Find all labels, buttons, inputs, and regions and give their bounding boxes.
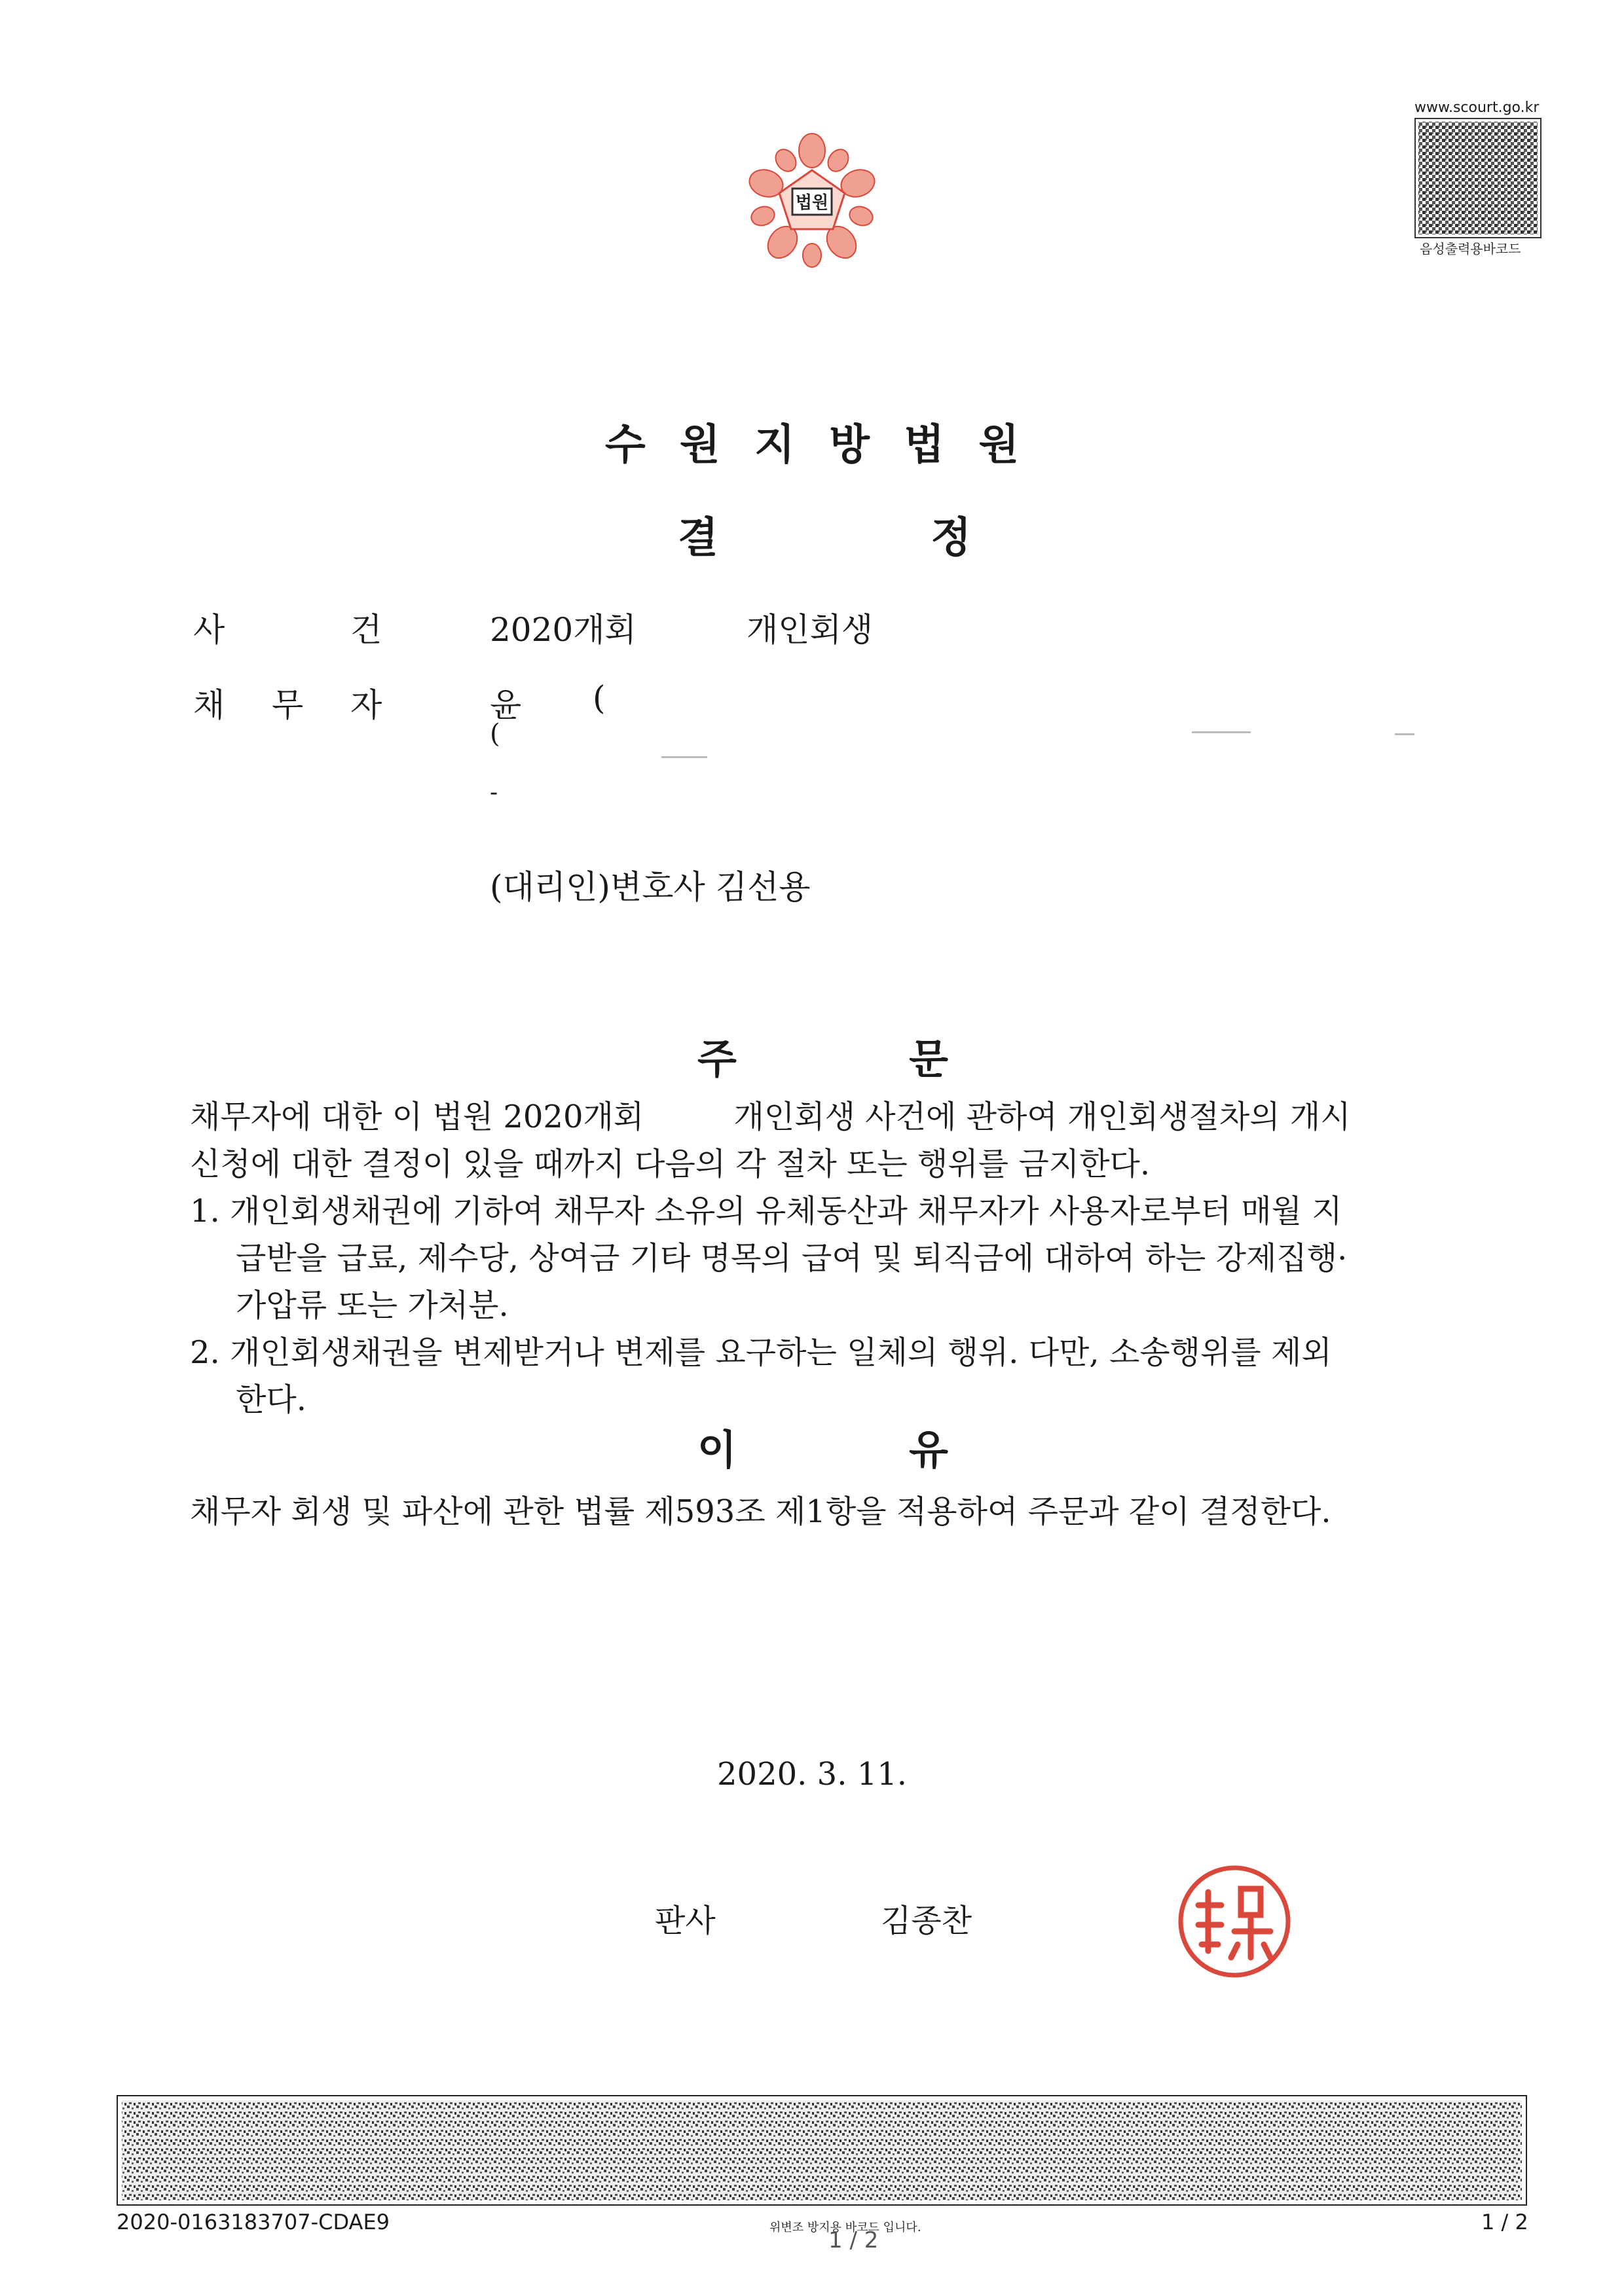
redaction-mark bbox=[1395, 733, 1414, 735]
court-name-title: 수 원 지 방 법 원 bbox=[604, 420, 1020, 469]
order-item-1: 1. 개인회생채권에 기하여 채무자 소유의 유체동산과 채무자가 사용자로부터 매월 지 bbox=[190, 1193, 1342, 1230]
decision-date: 2020. 3. 11. bbox=[717, 1756, 908, 1793]
debtor-address-mark: ( bbox=[490, 719, 500, 749]
case-type: 개인회생 bbox=[747, 611, 874, 649]
order-line: 신청에 대한 결정이 있을 때까지 다음의 각 절차 또는 행위를 금지한다. bbox=[190, 1146, 1151, 1182]
voice-output-barcode bbox=[1414, 118, 1541, 238]
order-line: 급받을 급료, 제수당, 상여금 기타 명목의 급여 및 퇴직금에 대하여 하는 강제집행· bbox=[236, 1240, 1348, 1277]
debtor-dash: - bbox=[490, 779, 498, 806]
document-id: 2020-0163183707-CDAE9 bbox=[117, 2210, 390, 2234]
redaction-mark bbox=[661, 756, 707, 758]
order-line: 한다. bbox=[236, 1381, 306, 1418]
debtor-label-1: 채 bbox=[193, 686, 225, 724]
order-heading bbox=[697, 1027, 948, 1085]
doc-type-right: 정 bbox=[931, 513, 972, 562]
case-label-1: 사 bbox=[193, 611, 225, 649]
debtor-label-2: 무 bbox=[272, 686, 304, 724]
emblem-text: 법원 bbox=[795, 193, 829, 213]
reason-heading bbox=[697, 1417, 948, 1476]
order-item-2: 2. 개인회생채권을 변제받거나 변제를 요구하는 일체의 행위. 다만, 소송행위를 제외 bbox=[190, 1334, 1332, 1371]
debtor-label-3: 자 bbox=[350, 686, 382, 724]
qr-caption: 음성출력용바코드 bbox=[1420, 241, 1521, 257]
debtor-agent: (대리인)변호사 김선용 bbox=[490, 868, 811, 906]
anti-forgery-barcode bbox=[117, 2095, 1527, 2206]
case-label-2: 건 bbox=[350, 611, 382, 649]
judge-name: 김종찬 bbox=[881, 1903, 972, 1939]
reason-heading-right: 유 bbox=[909, 1426, 948, 1474]
qr-url-text: www.scourt.go.kr bbox=[1414, 100, 1540, 116]
court-emblem-logo bbox=[733, 131, 891, 275]
order-body bbox=[190, 1093, 1434, 1423]
order-line: 채무자에 대한 이 법원 2020개회 개인회생 사건에 관하여 개인회생절차의 개시 bbox=[190, 1099, 1351, 1135]
page-number: 1 / 2 bbox=[1481, 2210, 1528, 2234]
reason-heading-left: 이 bbox=[697, 1426, 737, 1474]
order-heading-right: 문 bbox=[909, 1035, 948, 1083]
debtor-paren: ( bbox=[593, 679, 606, 717]
document-type-title bbox=[678, 504, 971, 564]
reason-text: 채무자 회생 및 파산에 관한 법률 제593조 제1항을 적용하여 주문과 같이 결정한다. bbox=[190, 1493, 1331, 1530]
judge-role: 판사 bbox=[655, 1903, 716, 1939]
center-page-number: 1 / 2 bbox=[828, 2227, 879, 2253]
doc-type-left: 결 bbox=[678, 513, 718, 562]
order-line: 가압류 또는 가처분. bbox=[236, 1287, 509, 1324]
judge-seal-stamp bbox=[1172, 1859, 1297, 1984]
order-heading-left: 주 bbox=[697, 1035, 737, 1083]
barcode-note: 위변조 방지용 바코드 입니다. bbox=[769, 2221, 921, 2234]
case-number: 2020개회 bbox=[490, 611, 637, 649]
debtor-name: 윤 bbox=[490, 686, 522, 724]
redaction-mark bbox=[1192, 731, 1251, 733]
